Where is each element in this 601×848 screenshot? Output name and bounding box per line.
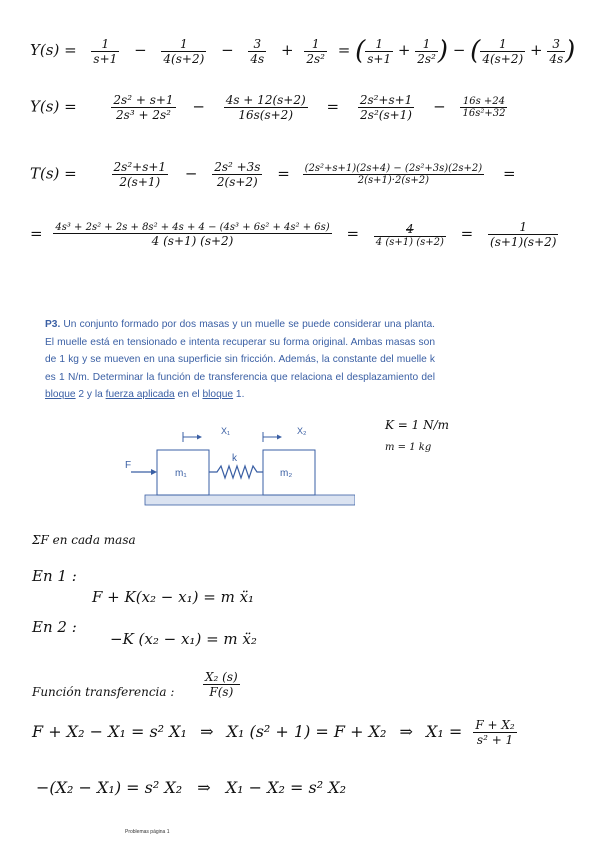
arrow-3: ⇒ <box>197 778 211 797</box>
eq4-fraction-result: $\frac{1}{(s+1)(s+2)}$ <box>490 220 557 249</box>
x2-label: X₂ <box>297 426 307 436</box>
mass-spring-diagram <box>125 420 355 520</box>
eq1-term3: $\frac{3}{4s}$ <box>250 36 265 66</box>
x1-arrow-head <box>197 435 202 440</box>
equation-4 <box>30 220 568 249</box>
note-m-value: m = 1 kg <box>385 442 432 453</box>
equation-1: Y(s) = $\frac{1}{s+1}$ − $\frac{1}{4(s+2)}$ − $\frac{3}{4s}$ + $\frac{1}{\text{2s²}}$ = ( $\frac{1}{s+1}$ + $\frac{1}{\text{2s²}}$ ) − ( $\frac{1}{4(s+2)}$ + $\frac{3}{4s}$ ) <box>30 36 576 66</box>
eq2-term-d: $\frac{16s +24}{\text{16s²+32}}$ <box>462 96 506 119</box>
equation-3 <box>30 160 516 189</box>
eq1-paren-term2: $\frac{1}{\text{2s²}}$ <box>417 36 436 66</box>
problem-label: P3. <box>45 319 61 330</box>
eq1-term1: $\frac{1}{s+1}$ <box>93 36 118 66</box>
eq1-term4: $\frac{1}{\text{2s²}}$ <box>306 36 325 66</box>
mass-1-label: m₁ <box>175 468 187 479</box>
force-label: F <box>125 460 132 471</box>
eq3-op1: − <box>184 164 198 183</box>
ground-surface <box>145 495 355 505</box>
eq2-term-b: $\frac{4s + 12(s+2)}{16s(s+2)}$ <box>225 93 306 122</box>
eq1-paren-op3: + <box>529 41 543 59</box>
problem-text-1: Un conjunto formado por dos masas y un muelle se puede considerar una planta. El muelle está en tensionado e intenta recuperar su forma original. Ambas masas son de 1 kg y se mueven en una superficie sin fricción. Además, la constante del muelle k es 1 N/m. Determinar la función de transferencia que relaciona el desplazamiento del <box>45 319 435 383</box>
eq4-equals: = <box>346 224 360 243</box>
problem-text-3: en el <box>174 389 203 400</box>
eq1-op2: − <box>221 41 234 59</box>
eq4-fraction-simplified: $\frac{4}{4 (s+1) (s+2)}$ <box>375 221 444 248</box>
eq4-fraction-main: $\frac{\text{4s³ + 2s² + 2s + 8s² + 4s + 4 − (4s³ + 6s² + 4s² + 6s)}}{4 (s+1) (s+2)}$ <box>55 221 330 248</box>
derivation-2b: X₁ − X₂ = s² X₂ <box>225 778 347 797</box>
eq1-paren-term4: $\frac{3}{4s}$ <box>549 36 564 66</box>
transfer-function-fraction <box>203 670 240 699</box>
transfer-function-label: Función transferencia : <box>32 685 175 699</box>
page-footer: Problemas página 1 <box>125 829 170 835</box>
derivation-2a: −(X₂ − X₁) = s² X₂ <box>36 778 183 797</box>
equation-2 <box>30 93 517 122</box>
eq2-op1: − <box>192 97 205 116</box>
x1-solution-fraction: $\frac{\text{F + X₂}}{\text{s² + 1}}$ <box>475 718 515 747</box>
problem-text-4: 1. <box>233 389 245 400</box>
mass-1-heading: En 1 : <box>32 567 77 585</box>
eq1-op3: + <box>281 41 294 59</box>
spring-zigzag <box>209 466 263 478</box>
note-k-value: K = 1 N/m <box>385 418 450 432</box>
eq2-equals: = <box>326 97 340 116</box>
eq1-paren-term1: $\frac{1}{s+1}$ <box>367 36 392 66</box>
eq1-paren-term3: $\frac{1}{4(s+2)}$ <box>482 36 524 66</box>
derivation-1a: F + X₂ − X₁ = s² X₁ <box>32 722 187 741</box>
mass-1-equation: F + K(x₂ − x₁) = m ẍ₁ <box>92 588 255 606</box>
eq1-op1: − <box>134 41 147 59</box>
eq1-equals: = <box>337 41 351 59</box>
eq3-equals-2: = <box>502 164 516 183</box>
eq4-equals-2: = <box>460 224 474 243</box>
derivation-1c: X₁ = <box>425 722 463 741</box>
problem-link-fuerza: fuerza aplicada <box>105 389 175 400</box>
mass-2-equation: −K (x₂ − x₁) = m ẍ₂ <box>110 630 257 648</box>
sum-forces-heading: ΣF en cada masa <box>32 533 136 547</box>
eq3-equals: = <box>277 164 290 183</box>
derivation-line-1 <box>32 718 517 747</box>
eq2-term-c: $\frac{\text{2s²+s+1}}{\text{2s²(s+1)}}$ <box>359 93 413 122</box>
mass-2-heading: En 2 : <box>32 618 77 636</box>
x1-label: X₁ <box>221 426 231 436</box>
eq4-lead: = <box>30 224 43 243</box>
problem-link-bloque-2: bloque <box>45 389 76 400</box>
eq1-paren-op1: + <box>397 41 411 59</box>
eq3-term-b: $\frac{\text{2s² +3s}}{2(s+2)}$ <box>214 160 261 189</box>
eq3-term-a: $\frac{\text{2s²+s+1}}{2(s+1)}$ <box>113 160 167 189</box>
problem-statement <box>45 316 435 404</box>
problem-text-2: 2 y la <box>75 389 106 400</box>
eq1-mid-op: − <box>452 41 466 59</box>
eq2-term-a: $\frac{\text{2s² + s+1}}{\text{2s³ + 2s²}}$ <box>113 93 174 122</box>
diagram-svg <box>125 420 355 515</box>
force-arrow-head <box>151 469 157 475</box>
derivation-1b: X₁ (s² + 1) = F + X₂ <box>226 722 387 741</box>
eq3-term-c: $\frac{\text{(2s²+s+1)(2s+4) − (2s²+3s)(2s+2)}}{2(s+1)\cdot 2(s+2)}$ <box>304 163 483 186</box>
x2-arrow-head <box>277 435 282 440</box>
problem-link-bloque-1: bloque <box>202 389 234 400</box>
eq1-lhs: Y(s) = <box>30 41 77 59</box>
tf-numerator: X₂ (s) <box>205 670 238 684</box>
eq3-lhs: T(s) = <box>30 164 77 183</box>
arrow-2: ⇒ <box>399 722 413 741</box>
derivation-line-2 <box>36 778 346 797</box>
eq2-lhs: Y(s) = <box>30 97 77 116</box>
tf-denominator: F(s) <box>203 684 240 699</box>
eq1-term2: $\frac{1}{4(s+2)}$ <box>163 36 205 66</box>
arrow-1: ⇒ <box>200 722 214 741</box>
mass-2-label: m₂ <box>280 468 293 479</box>
eq2-op2: − <box>433 97 446 116</box>
spring-label: k <box>232 453 237 464</box>
